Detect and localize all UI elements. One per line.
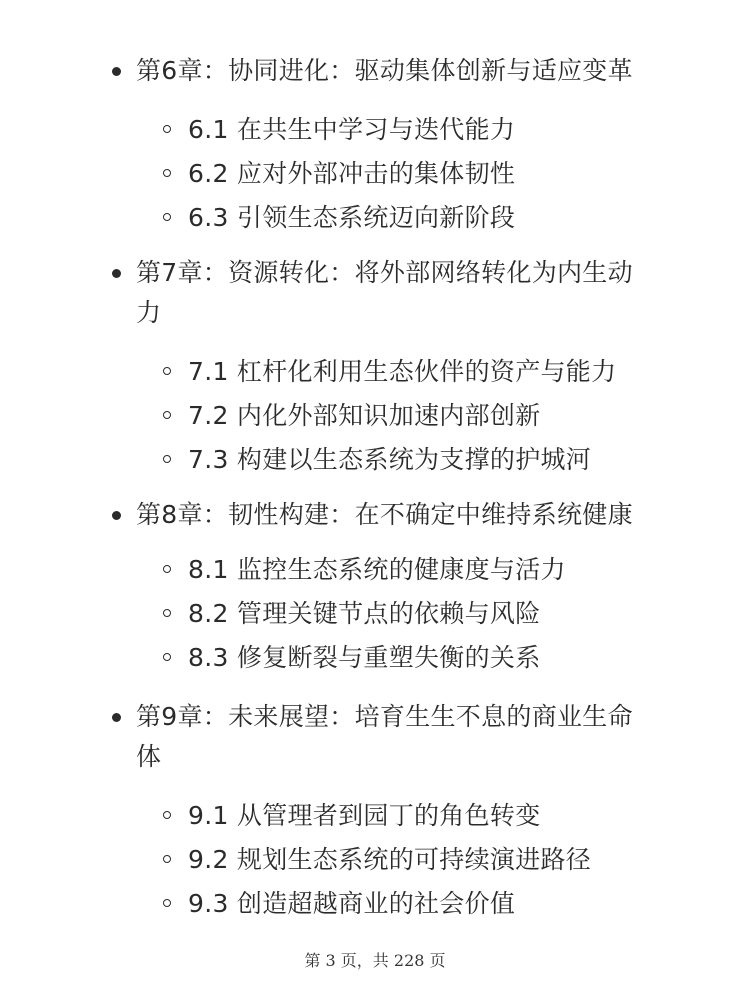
section-6-3: 6.3 引领生态系统迈向新阶段 [188, 203, 516, 232]
bullet-circle-icon [163, 609, 171, 617]
chapter-6-title: 第6章：协同进化：驱动集体创新与适应变革 [136, 56, 633, 85]
bullet-circle-icon [163, 811, 171, 819]
chapter-9-title-line2: 体 [136, 742, 162, 771]
chapter-9-title-row [0, 697, 750, 737]
list-item [0, 108, 750, 152]
list-item [0, 152, 750, 196]
bullet-disc-icon [112, 511, 121, 520]
list-item [0, 548, 750, 592]
list-item [0, 882, 750, 926]
list-item [0, 794, 750, 838]
list-item [0, 394, 750, 438]
section-9-3: 9.3 创造超越商业的社会价值 [188, 889, 516, 918]
chapter-8 [0, 495, 750, 680]
chapter-7-title-line1: 第7章：资源转化：将外部网络转化为内生动 [136, 258, 633, 287]
bullet-disc-icon [112, 713, 121, 722]
bullet-circle-icon [163, 455, 171, 463]
chapter-6-title-row [0, 51, 750, 91]
bullet-disc-icon [112, 67, 121, 76]
bullet-circle-icon [163, 653, 171, 661]
section-9-1: 9.1 从管理者到园丁的角色转变 [188, 801, 541, 830]
section-7-3: 7.3 构建以生态系统为支撑的护城河 [188, 445, 592, 474]
list-item [0, 196, 750, 240]
section-9-2: 9.2 规划生态系统的可持续演进路径 [188, 845, 592, 874]
section-8-1: 8.1 监控生态系统的健康度与活力 [188, 555, 566, 584]
bullet-circle-icon [163, 855, 171, 863]
chapter-8-sections [0, 548, 750, 680]
section-7-2: 7.2 内化外部知识加速内部创新 [188, 401, 541, 430]
chapter-9-title-line1: 第9章：未来展望：培育生生不息的商业生命 [136, 702, 633, 731]
list-item [0, 838, 750, 882]
section-7-1: 7.1 杠杆化利用生态伙伴的资产与能力 [188, 357, 617, 386]
list-item [0, 350, 750, 394]
chapter-9-sections [0, 794, 750, 926]
chapter-8-title: 第8章：韧性构建：在不确定中维持系统健康 [136, 500, 633, 529]
chapter-7-title-row [0, 253, 750, 293]
bullet-circle-icon [163, 899, 171, 907]
bullet-circle-icon [163, 125, 171, 133]
page-number-label: 第 3 页，共 228 页 [304, 951, 446, 970]
chapter-6 [0, 51, 750, 240]
chapter-9-title-row-2 [0, 737, 750, 777]
bullet-circle-icon [163, 367, 171, 375]
chapter-7-title-line2: 力 [136, 298, 162, 327]
section-8-3: 8.3 修复断裂与重塑失衡的关系 [188, 643, 541, 672]
list-item [0, 438, 750, 482]
section-6-1: 6.1 在共生中学习与迭代能力 [188, 115, 516, 144]
bullet-circle-icon [163, 411, 171, 419]
bullet-circle-icon [163, 213, 171, 221]
bullet-disc-icon [112, 269, 121, 278]
list-item [0, 636, 750, 680]
chapter-7-sections [0, 350, 750, 482]
page-footer [0, 951, 750, 971]
section-6-2: 6.2 应对外部冲击的集体韧性 [188, 159, 516, 188]
chapter-7-title-row-2 [0, 293, 750, 333]
bullet-circle-icon [163, 565, 171, 573]
list-item [0, 592, 750, 636]
section-8-2: 8.2 管理关键节点的依赖与风险 [188, 599, 541, 628]
chapter-9 [0, 697, 750, 926]
chapter-6-sections [0, 108, 750, 240]
chapter-7 [0, 253, 750, 482]
chapter-8-title-row [0, 495, 750, 535]
bullet-circle-icon [163, 169, 171, 177]
